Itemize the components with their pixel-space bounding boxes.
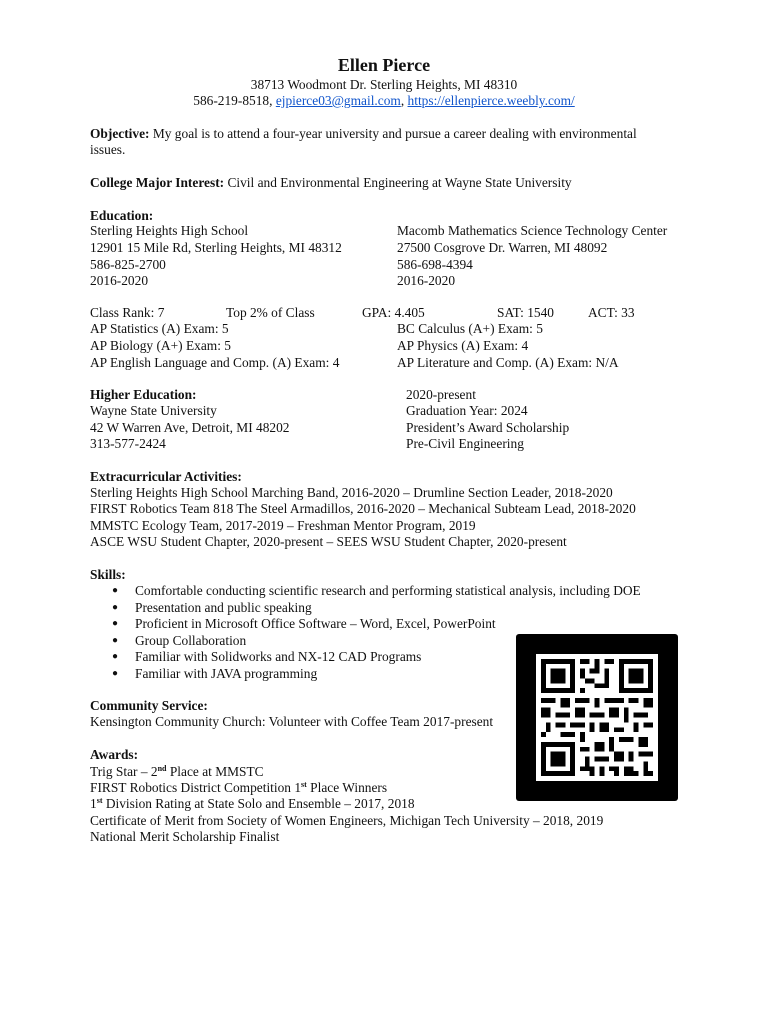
center-address: 27500 Cosgrove Dr. Warren, MI 48092 — [397, 240, 608, 255]
skill-item: ● Presentation and public speaking — [90, 600, 641, 617]
university-name: Wayne State University — [90, 403, 217, 418]
class-rank: Class Rank: 7 — [90, 305, 165, 320]
sat-score: SAT: 1540 — [497, 305, 554, 320]
major-line — [90, 175, 572, 192]
qr-code-icon[interactable] — [516, 634, 678, 801]
activity-item: FIRST Robotics Team 818 The Steel Armadillos, 2016-2020 – Mechanical Subteam Lead, 2018-2020 — [90, 501, 636, 516]
high-school-name: Sterling Heights High School — [90, 223, 249, 238]
high-school-years: 2016-2020 — [90, 273, 149, 288]
community-item: Kensington Community Church: Volunteer with Coffee Team 2017-present — [90, 714, 494, 729]
home-address: 38713 Woodmont Dr. Sterling Heights, MI 48310 — [250, 77, 518, 92]
ap-course: AP English Language and Comp. (A) Exam: 4 — [90, 355, 340, 370]
university-address: 42 W Warren Ave, Detroit, MI 48202 — [90, 420, 290, 435]
website-link[interactable]: https://ellenpierce.weebly.com/ — [407, 93, 575, 108]
education-heading: Education: — [90, 208, 154, 223]
activity-item: ASCE WSU Student Chapter, 2020-present – SEES WSU Student Chapter, 2020-present — [90, 534, 567, 549]
major-label: College Major Interest: — [90, 175, 225, 190]
skill-item: ● Comfortable conducting scientific research and performing statistical analysis, including DOE — [90, 583, 641, 600]
email-link[interactable]: ejpierce03@gmail.com — [275, 93, 401, 108]
award-item: Trig Star – 2nd Place at MMSTC — [90, 764, 264, 779]
ap-course: AP Statistics (A) Exam: 5 — [90, 321, 229, 336]
gpa: GPA: 4.405 — [362, 305, 425, 320]
center-phone: 586-698-4394 — [397, 257, 473, 272]
act-score: ACT: 33 — [588, 305, 635, 320]
skill-item: ● Group Collaboration — [90, 633, 641, 650]
ap-course: BC Calculus (A+) Exam: 5 — [397, 321, 543, 336]
award-item: FIRST Robotics District Competition 1st Place Winners — [90, 780, 388, 795]
contact-separator: , — [400, 93, 408, 108]
extracurricular-heading: Extracurricular Activities: — [90, 469, 242, 484]
class-percentile: Top 2% of Class — [226, 305, 315, 320]
center-years: 2016-2020 — [397, 273, 456, 288]
skill-item: ● Familiar with JAVA programming — [90, 666, 641, 683]
major-text: Civil and Environmental Engineering at Wayne State University — [224, 175, 572, 190]
skill-item: ● Familiar with Solidworks and NX-12 CAD Programs — [90, 649, 641, 666]
objective-text-continued: issues. — [90, 142, 126, 157]
ap-course: AP Literature and Comp. (A) Exam: N/A — [397, 355, 619, 370]
high-school-address: 12901 15 Mile Rd, Sterling Heights, MI 48312 — [90, 240, 342, 255]
graduation-year: Graduation Year: 2024 — [406, 403, 528, 418]
objective-label: Objective: — [90, 126, 150, 141]
contact-line — [0, 93, 768, 110]
program: Pre-Civil Engineering — [406, 436, 524, 451]
community-heading: Community Service: — [90, 698, 208, 713]
award-item: 1st Division Rating at State Solo and Ensemble – 2017, 2018 — [90, 796, 415, 811]
university-phone: 313-577-2424 — [90, 436, 166, 451]
high-school-phone: 586-825-2700 — [90, 257, 166, 272]
ap-course: AP Physics (A) Exam: 4 — [397, 338, 529, 353]
award-item: Certificate of Merit from Society of Women Engineers, Michigan Tech University – 2018, 2019 — [90, 813, 604, 828]
scholarship: President’s Award Scholarship — [406, 420, 570, 435]
university-years: 2020-present — [406, 387, 476, 402]
ap-course: AP Biology (A+) Exam: 5 — [90, 338, 231, 353]
objective-text: My goal is to attend a four-year university and pursue a career dealing with environmental — [149, 126, 637, 141]
objective-line — [90, 126, 637, 143]
skills-heading: Skills: — [90, 567, 126, 582]
awards-heading: Awards: — [90, 747, 139, 762]
activity-item: MMSTC Ecology Team, 2017-2019 – Freshman Mentor Program, 2019 — [90, 518, 476, 533]
phone-number: 586-219-8518, — [193, 93, 276, 108]
skill-item: ● Proficient in Microsoft Office Software – Word, Excel, PowerPoint — [90, 616, 641, 633]
resume-name: Ellen Pierce — [337, 55, 431, 75]
award-item: National Merit Scholarship Finalist — [90, 829, 280, 844]
higher-education-heading: Higher Education: — [90, 387, 197, 402]
activity-item: Sterling Heights High School Marching Band, 2016-2020 – Drumline Section Leader, 2018-2020 — [90, 485, 613, 500]
center-name: Macomb Mathematics Science Technology Center — [397, 223, 668, 238]
